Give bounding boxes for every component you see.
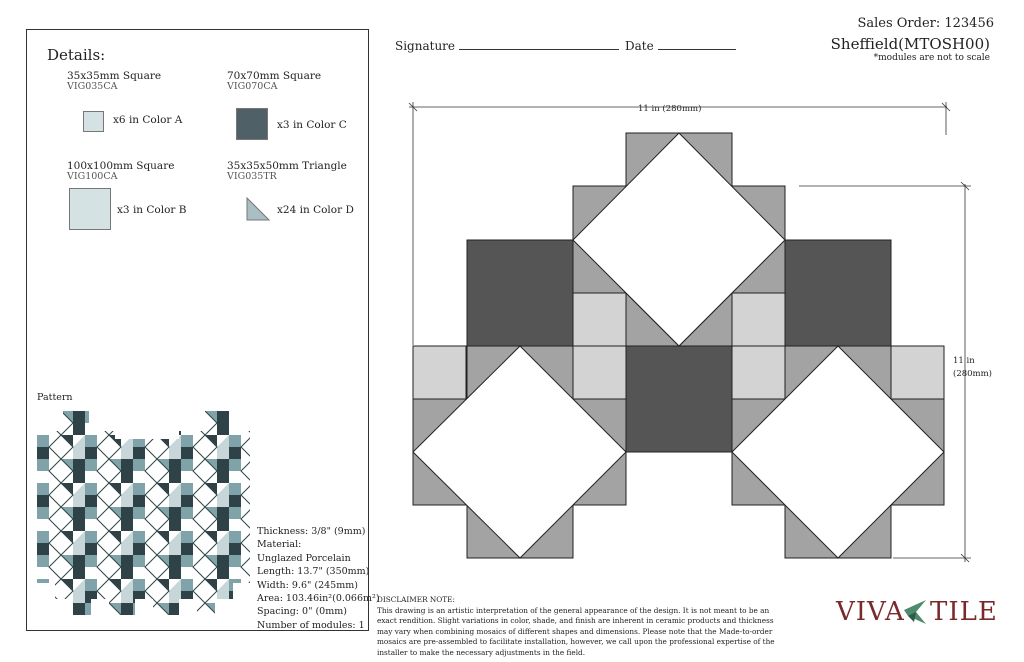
tile-code: VIG035CA [67,81,118,92]
tile-100x100-square [67,160,174,182]
height-label-line2: (280mm) [953,369,992,379]
swatch-color-c [236,108,268,140]
disclaimer-body: This drawing is an artistic interpretation of the general appearance of the design. It is not meant to be an exact rendition. Slight variations in color, shade, and finish are inherent in ceramic products and thickness may vary when combining mosaics of different shapes and dimensions. Please note that the Made-to-order mosaics are pre-assembled to facilitate installation, however, we call upon the professional expertise of the installer to make the necessary adjustments in the field. [377,605,775,657]
scale-note: *modules are not to scale [873,53,990,63]
tile-70x70-square [227,70,321,92]
date-line[interactable] [658,41,736,50]
tile-triangle [227,160,347,182]
tile-name: 35x35mm Square [67,70,162,82]
tile-name: 70x70mm Square [227,70,322,82]
disclaimer [377,595,787,659]
spec-thickness: Thickness: 3/8" (9mm) [257,526,366,537]
qty-color-a: x6 in Color A [113,114,183,126]
qty-color-b: x3 in Color B [117,204,187,216]
vivatile-logo [836,597,996,631]
swatch-color-a [83,111,104,132]
specifications [257,525,380,632]
swatch-color-b [69,188,111,230]
details-title: Details: [47,46,106,64]
tile-name: 100x100mm Square [67,160,175,172]
product-name: Sheffield(MTOSH00) [830,35,990,53]
bird-icon [902,598,928,626]
spec-area: Area: 103.46in²(0.066m²) [257,593,380,605]
tile-code: VIG070CA [227,81,278,92]
swatch-color-d [246,197,270,222]
spec-material-label: Material: [257,539,302,551]
tile-code: VIG100CA [67,171,118,182]
tile-35x35-square [67,70,161,92]
width-dimension-label: 11 in (280mm) [638,104,702,114]
spec-material: Unglazed Porcelain [257,552,351,564]
signature-row [395,39,736,53]
height-label-line1: 11 in [953,356,975,366]
date-label: Date [625,39,654,53]
tile-code: VIG035TR [227,171,277,182]
logo-text-left: VIVA [836,597,905,627]
logo-text-right: TILE [930,597,998,627]
tile-name: 35x35x50mm Triangle [227,160,347,172]
qty-color-d: x24 in Color D [277,204,354,216]
qty-color-c: x3 in Color C [277,119,347,131]
disclaimer-title: DISCLAIMER NOTE: [377,595,455,604]
signature-label: Signature [395,39,456,53]
signature-line[interactable] [459,41,619,50]
sales-order: Sales Order: 123456 [857,16,994,31]
spec-width: Width: 9.6" (245mm) [257,579,358,591]
spec-spacing: Spacing: 0" (0mm) [257,606,347,618]
pattern-label: Pattern [37,392,73,403]
tile-layout [413,133,944,558]
spec-modules: Number of modules: 1 [257,619,365,631]
module-drawing [405,100,980,565]
details-panel [26,29,380,631]
spec-length: Length: 13.7" (350mm) [257,566,370,578]
pattern-preview [37,411,252,621]
